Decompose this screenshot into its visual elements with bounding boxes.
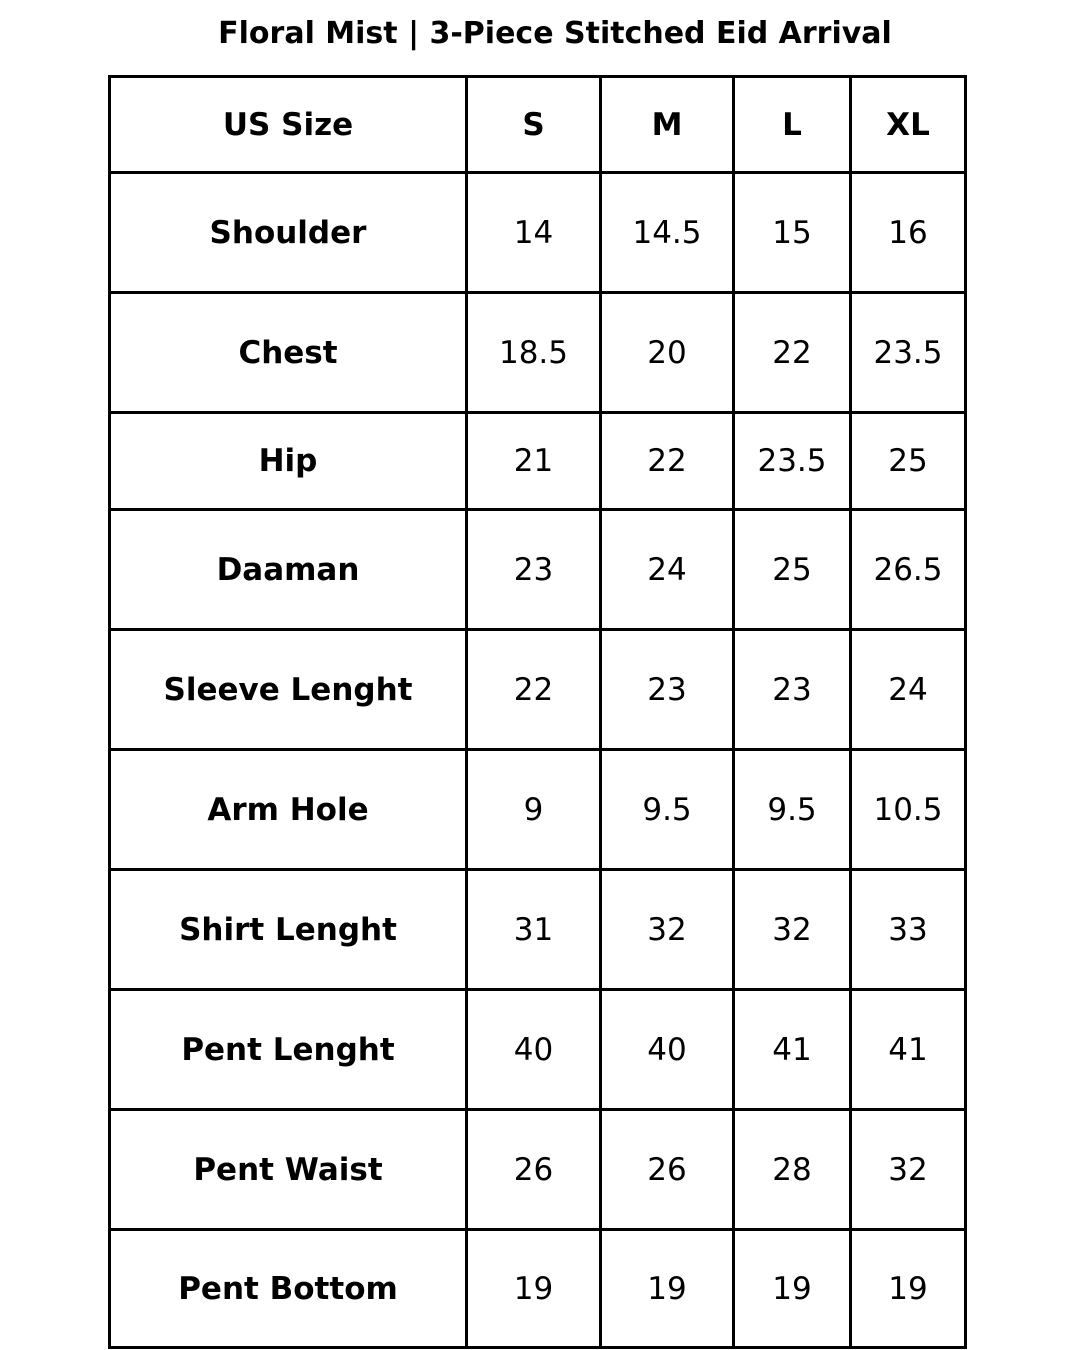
table-cell: 18.5: [467, 293, 601, 413]
row-label-pent-bottom: Pent Bottom: [110, 1230, 467, 1348]
table-row: [110, 293, 966, 413]
table-cell: 32: [734, 870, 851, 990]
row-label-pent-waist: Pent Waist: [110, 1110, 467, 1230]
table-cell: 22: [467, 630, 601, 750]
table-cell: 20: [601, 293, 734, 413]
table-cell: 19: [851, 1230, 966, 1348]
table-cell: 24: [601, 510, 734, 630]
table-cell: 32: [851, 1110, 966, 1230]
table-cell: 40: [467, 990, 601, 1110]
table-cell: 25: [851, 413, 966, 510]
header-cell-xl: XL: [851, 77, 966, 173]
table-row: [110, 413, 966, 510]
table-cell: 16: [851, 173, 966, 293]
header-cell-s: S: [467, 77, 601, 173]
table-cell: 15: [734, 173, 851, 293]
header-cell-l: L: [734, 77, 851, 173]
table-row: [110, 870, 966, 990]
table-cell: 28: [734, 1110, 851, 1230]
row-label-arm-hole: Arm Hole: [110, 750, 467, 870]
header-cell-m: M: [601, 77, 734, 173]
table-cell: 23.5: [851, 293, 966, 413]
table-cell: 9.5: [734, 750, 851, 870]
table-cell: 32: [601, 870, 734, 990]
row-label-hip: Hip: [110, 413, 467, 510]
table-row: [110, 750, 966, 870]
table-row: [110, 1230, 966, 1348]
table-cell: 26: [467, 1110, 601, 1230]
table-cell: 19: [734, 1230, 851, 1348]
table-cell: 10.5: [851, 750, 966, 870]
table-cell: 9: [467, 750, 601, 870]
size-chart-table: [108, 75, 967, 1349]
table-row: [110, 510, 966, 630]
table-cell: 31: [467, 870, 601, 990]
row-label-shirt-length: Shirt Lenght: [110, 870, 467, 990]
table-cell: 33: [851, 870, 966, 990]
table-cell: 22: [734, 293, 851, 413]
table-cell: 41: [734, 990, 851, 1110]
table-cell: 22: [601, 413, 734, 510]
table-cell: 19: [601, 1230, 734, 1348]
row-label-shoulder: Shoulder: [110, 173, 467, 293]
header-cell-us-size: US Size: [110, 77, 467, 173]
row-label-sleeve-length: Sleeve Lenght: [110, 630, 467, 750]
table-cell: 24: [851, 630, 966, 750]
table-cell: 23: [467, 510, 601, 630]
table-cell: 26: [601, 1110, 734, 1230]
table-row: [110, 630, 966, 750]
table-cell: 23: [734, 630, 851, 750]
table-cell: 23: [601, 630, 734, 750]
table-cell: 40: [601, 990, 734, 1110]
table-row: [110, 1110, 966, 1230]
table-cell: 21: [467, 413, 601, 510]
table-row: [110, 990, 966, 1110]
table-cell: 19: [467, 1230, 601, 1348]
table-cell: 26.5: [851, 510, 966, 630]
table-cell: 41: [851, 990, 966, 1110]
table-cell: 25: [734, 510, 851, 630]
table-cell: 14.5: [601, 173, 734, 293]
row-label-pent-length: Pent Lenght: [110, 990, 467, 1110]
table-header-row: [110, 77, 966, 173]
row-label-chest: Chest: [110, 293, 467, 413]
table-row: [110, 173, 966, 293]
table-cell: 14: [467, 173, 601, 293]
table-cell: 23.5: [734, 413, 851, 510]
page-title: Floral Mist | 3-Piece Stitched Eid Arrival: [218, 16, 892, 51]
table-cell: 9.5: [601, 750, 734, 870]
row-label-daaman: Daaman: [110, 510, 467, 630]
